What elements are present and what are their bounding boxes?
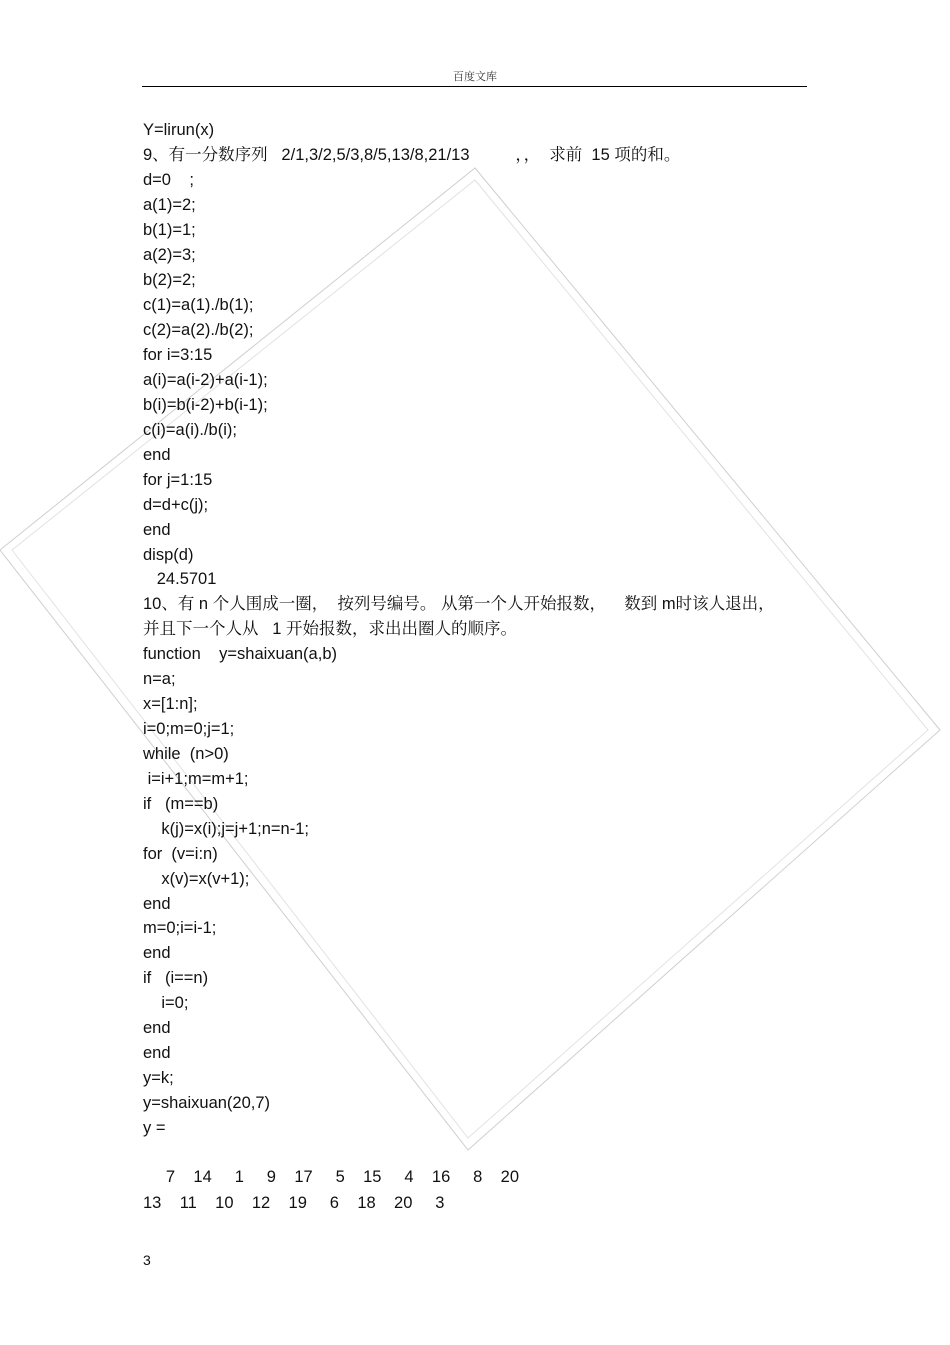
code-line: m=0;i=i-1; xyxy=(143,919,217,937)
question-10: 10、有 n 个人围成一圈， 按列号编号。 从第一个人开始报数， 数到 m时该人退出， xyxy=(143,595,775,613)
output-row: 7 14 1 9 17 5 15 4 16 8 20 xyxy=(143,1168,520,1186)
code-line: for j=1:15 xyxy=(143,471,213,489)
code-line: end xyxy=(143,1044,171,1062)
code-line: b(2)=2; xyxy=(143,271,196,289)
code-line: end xyxy=(143,895,171,913)
code-line: b(i)=b(i-2)+b(i-1); xyxy=(143,396,268,414)
header-title: 百度文库 xyxy=(453,71,497,83)
code-line: n=a; xyxy=(143,670,176,688)
code-line: end xyxy=(143,944,171,962)
page-number: 3 xyxy=(143,1252,151,1268)
code-line: x=[1:n]; xyxy=(143,695,198,713)
code-line: disp(d) xyxy=(143,546,194,564)
code-line: if (m==b) xyxy=(143,795,219,813)
code-line: end xyxy=(143,446,171,464)
header-rule xyxy=(142,86,807,87)
code-line: a(i)=a(i-2)+a(i-1); xyxy=(143,371,268,389)
code-line: x(v)=x(v+1); xyxy=(143,870,250,888)
code-line: i=0;m=0;j=1; xyxy=(143,720,235,738)
output-line: 24.5701 xyxy=(143,570,217,588)
code-line: for (v=i:n) xyxy=(143,845,218,863)
code-line: end xyxy=(143,521,171,539)
code-line: function y=shaixuan(a,b) xyxy=(143,645,337,663)
code-line: c(1)=a(1)./b(1); xyxy=(143,296,254,314)
code-line: a(2)=3; xyxy=(143,246,196,264)
code-line: i=i+1;m=m+1; xyxy=(143,770,249,788)
code-line: while (n>0) xyxy=(143,745,229,763)
code-line: k(j)=x(i);j=j+1;n=n-1; xyxy=(143,820,309,838)
output-row: 13 11 10 12 19 6 18 20 3 xyxy=(143,1194,445,1212)
code-line: y=k; xyxy=(143,1069,174,1087)
code-line: y = xyxy=(143,1119,166,1137)
code-line: d=d+c(j); xyxy=(143,496,209,514)
code-line: d=0 ; xyxy=(143,171,194,189)
question-9: 9、有一分数序列 2/1,3/2,5/3,8/5,13/8,21/13 ，， 求前 15 项的和。 xyxy=(143,146,681,164)
code-line: y=shaixuan(20,7) xyxy=(143,1094,271,1112)
code-line: if (i==n) xyxy=(143,969,209,987)
code-line: a(1)=2; xyxy=(143,196,196,214)
code-line: c(2)=a(2)./b(2); xyxy=(143,321,254,339)
question-10-cont: 并且下一个人从 1 开始报数，求出出圈人的顺序。 xyxy=(143,620,518,638)
code-line: for i=3:15 xyxy=(143,346,213,364)
code-line: c(i)=a(i)./b(i); xyxy=(143,421,237,439)
code-line: b(1)=1; xyxy=(143,221,196,239)
code-line: Y=lirun(x) xyxy=(143,121,215,139)
code-line: i=0; xyxy=(143,994,189,1012)
code-line: end xyxy=(143,1019,171,1037)
